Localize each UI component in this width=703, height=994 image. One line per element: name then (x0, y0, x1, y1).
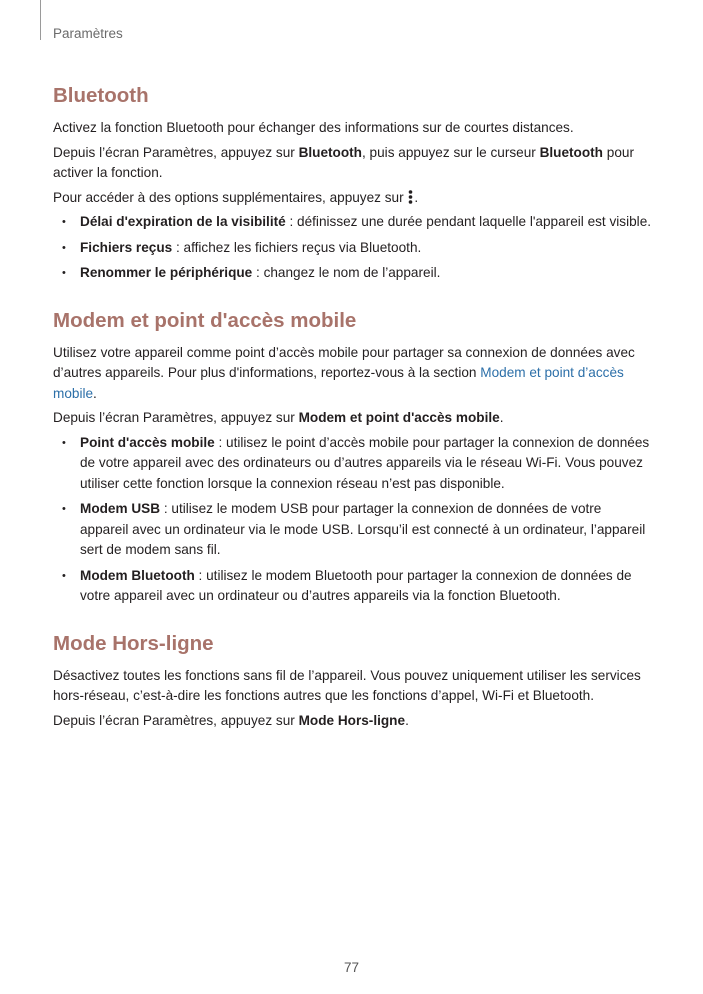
bullet-icon: • (62, 569, 66, 582)
tethering-path (53, 408, 653, 429)
list-item-desc: : définissez une durée pendant laquelle l'appareil est visible. (285, 214, 652, 229)
tethering-path-menu: Modem et point d'accès mobile (298, 410, 500, 425)
list-item-desc: : affichez les fichiers reçus via Bluetooth. (172, 239, 422, 255)
tethering-intro (53, 343, 653, 405)
airplane-path-post: . (405, 712, 409, 728)
list-item-term: Fichiers reçus (80, 239, 173, 255)
tethering-intro-pre: Utilisez votre appareil comme point d’accès mobile pour partager sa connexion de données avec d’autres appareils. Pour plus d'informations, reportez-vous à la section (53, 344, 635, 380)
bluetooth-path-mid: , puis appuyez sur le curseur (362, 144, 540, 160)
bullet-icon: • (62, 436, 66, 449)
page-number: 77 (343, 960, 360, 975)
airplane-path-menu: Mode Hors-ligne (298, 712, 406, 728)
list-item (53, 263, 653, 284)
bullet-icon: • (62, 503, 66, 515)
list-item-term: Délai d'expiration de la visibilité (80, 214, 286, 229)
bluetooth-path-pre: Depuis l’écran Paramètres, appuyez sur (53, 144, 299, 160)
running-header: Paramètres (53, 26, 123, 41)
list-item-desc: : utilisez le modem Bluetooth pour partager la connexion de données de votre appareil avec un ordinateur ou d’autres appareils via la fonction Bluetooth. (80, 567, 632, 603)
section-title-bluetooth: Bluetooth (53, 84, 149, 107)
bluetooth-path-switch: Bluetooth (539, 144, 603, 160)
bluetooth-options-pre: Pour accéder à des options supplémentaires, appuyez sur (53, 189, 408, 205)
bluetooth-path (53, 143, 653, 184)
tethering-intro-post: . (93, 385, 97, 401)
bluetooth-intro: Activez la fonction Bluetooth pour échanger des informations sur de courtes distances. (53, 120, 574, 135)
airplane-path (53, 711, 653, 732)
tethering-options-list (53, 433, 653, 607)
list-item (53, 499, 653, 561)
section-tethering (53, 308, 653, 607)
tethering-section-link[interactable]: Modem et point d’accès mobile (53, 365, 624, 401)
bullet-icon: • (62, 241, 66, 254)
list-item-term: Modem Bluetooth (80, 567, 195, 583)
bluetooth-options-post: . (414, 189, 419, 205)
airplane-path-pre: Depuis l’écran Paramètres, appuyez sur (53, 712, 299, 728)
list-item-term: Modem USB (80, 501, 161, 516)
tethering-path-post: . (499, 410, 504, 425)
tethering-path-pre: Depuis l’écran Paramètres, appuyez sur (53, 410, 299, 425)
page-content (53, 83, 653, 731)
list-item-term: Point d'accès mobile (80, 434, 215, 450)
list-item (53, 212, 653, 233)
bullet-icon: • (62, 216, 66, 228)
bluetooth-options (53, 188, 653, 209)
section-title-airplane: Mode Hors-ligne (53, 631, 214, 655)
bullet-icon: • (62, 267, 66, 279)
section-title-tethering: Modem et point d'accès mobile (53, 308, 357, 332)
section-airplane (53, 631, 653, 732)
list-item (53, 238, 653, 259)
more-options-icon (408, 190, 413, 204)
bluetooth-path-post: pour activer la fonction. (53, 144, 634, 180)
list-item-term: Renommer le périphérique (80, 265, 253, 280)
margin-rule (40, 0, 41, 40)
bluetooth-path-menu: Bluetooth (298, 144, 362, 160)
section-bluetooth (53, 83, 653, 284)
bluetooth-options-list (53, 212, 653, 284)
list-item-desc: : utilisez le point d’accès mobile pour partager la connexion de données de votre appareil avec des ordinateurs ou d’autres appareils via le réseau Wi-Fi. Vous pouvez utiliser cette fonction lorsque la connexion réseau n’est pas disponible. (80, 434, 650, 491)
airplane-intro: Désactivez toutes les fonctions sans fil de l’appareil. Vous pouvez uniquement utiliser les services hors-réseau, c’est-à-dire les fonctions autres que les fonctions d’appel, Wi-Fi et Bluetooth. (53, 667, 641, 703)
list-item (53, 566, 653, 607)
list-item-desc: : utilisez le modem USB pour partager la connexion de données de votre appareil avec un ordinateur via le mode USB. Lorsqu’il est connecté à un ordinateur, l’appareil sert de modem sans fil. (80, 501, 646, 557)
list-item-desc: : changez le nom de l’appareil. (252, 265, 441, 280)
list-item (53, 433, 653, 495)
